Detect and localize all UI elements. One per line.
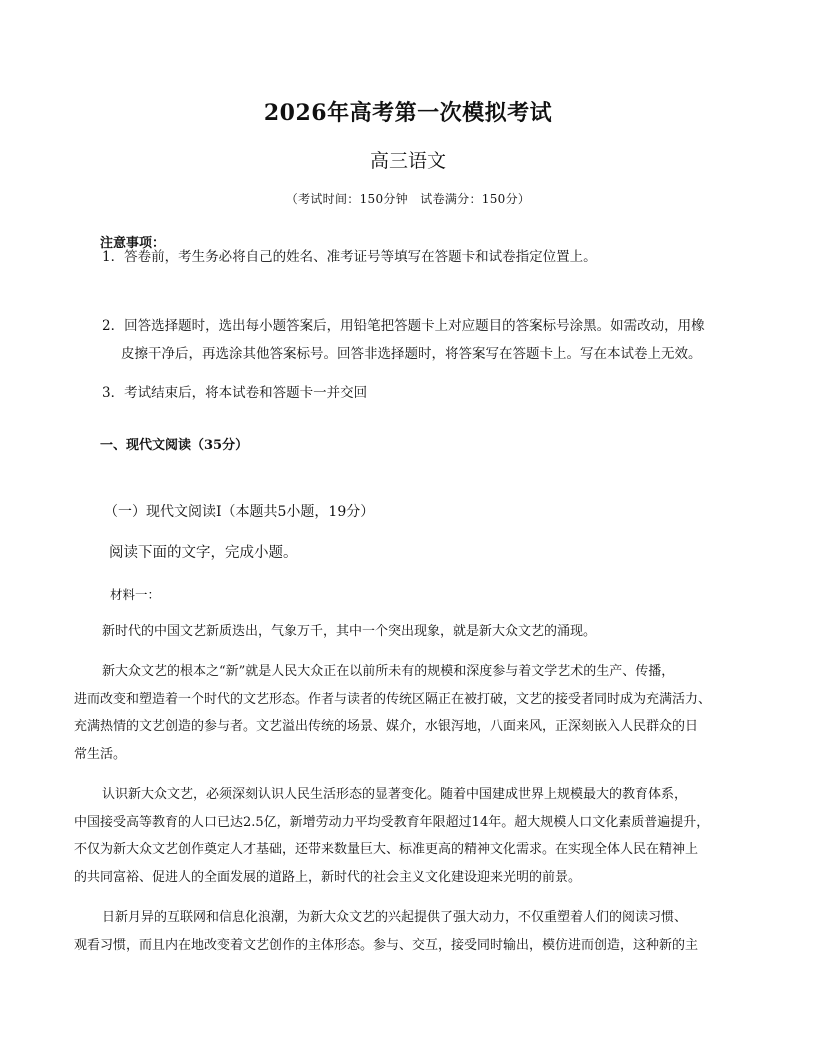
paragraph-line: 的共同富裕、促进人的全面发展的道路上，新时代的社会主义文化建设迎来光明的前景。 [74, 869, 582, 885]
paragraph-line: 常生活。 [74, 746, 127, 762]
notice-item-line: 2．回答选择题时，选出每小题答案后，用铅笔把答题卡上对应题目的答案标号涂黑。如需改动，用橡 [102, 318, 705, 334]
notice-item-1 [102, 245, 597, 265]
paragraph-line: 进而改变和塑造着一个时代的文艺形态。作者与读者的传统区隔正在被打破，文艺的接受者同时成为充满活力、 [74, 691, 712, 707]
notice-item-line: 1．答卷前，考生务必将自己的姓名、准考证号等填写在答题卡和试卷指定位置上。 [102, 249, 597, 265]
paragraph-line: 认识新大众文艺，必须深刻认识人民生活形态的显著变化。随着中国建成世界上规模最大的教育体系， [102, 787, 688, 802]
passage-paragraph [74, 904, 754, 959]
reading-instruction: 阅读下面的文字，完成小题。 [109, 545, 298, 561]
passage-paragraph [74, 781, 754, 891]
exam-info: （考试时间：150分钟 试卷满分：150分） [285, 192, 531, 206]
exam-subject: 高三语文 [369, 150, 446, 172]
subsection-heading: （一）现代文阅读Ⅰ（本题共5小题，19分） [104, 504, 375, 520]
paragraph-line: 中国接受高等教育的人口已达2.5亿，新增劳动力平均受教育年限超过14年。超大规模人口文化素质普遍提升， [74, 814, 710, 830]
passage-paragraph [74, 618, 754, 646]
paragraph-line: 新时代的中国文艺新质迭出，气象万千，其中一个突出现象，就是新大众文艺的涌现。 [102, 624, 597, 639]
paragraph-line: 日新月异的互联网和信息化浪潮，为新大众文艺的兴起提供了强大动力，不仅重塑着人们的阅读习惯、 [102, 910, 688, 925]
paragraph-line: 不仅为新大众文艺创作奠定人才基础，还带来数量巨大、标准更高的精神文化需求。在实现全体人民在精神上 [74, 842, 699, 857]
exam-title: 2026年高考第一次模拟考试 [263, 100, 553, 126]
notice-item-3 [102, 381, 367, 401]
paragraph-line: 充满热情的文艺创造的参与者。文艺溢出传统的场景、媒介，水银泻地，八面来风，正深刻嵌入人民群众的日 [74, 719, 699, 734]
notice-item-line: 3．考试结束后，将本试卷和答题卡一并交回 [102, 385, 368, 401]
paragraph-line: 新大众文艺的根本之“新”就是人民大众正在以前所未有的规模和深度参与着文学艺术的生产、传播， [102, 664, 675, 679]
notice-item-line: 皮擦干净后，再选涂其他答案标号。回答非选择题时，将答案写在答题卡上。写在本试卷上无效。 [121, 346, 702, 362]
section-heading: 一、现代文阅读（35分） [100, 438, 249, 453]
paragraph-line: 观看习惯，而且内在地改变着文艺创作的主体形态。参与、交互，接受同时输出，模仿进而创造，这种新的主 [74, 937, 699, 953]
passage-paragraph [74, 658, 754, 768]
notice-item-2 [102, 314, 705, 334]
notice-item-2-continuation [121, 342, 702, 362]
material-label: 材料一： [110, 587, 161, 602]
notice-heading: 注意事项： [100, 236, 166, 251]
